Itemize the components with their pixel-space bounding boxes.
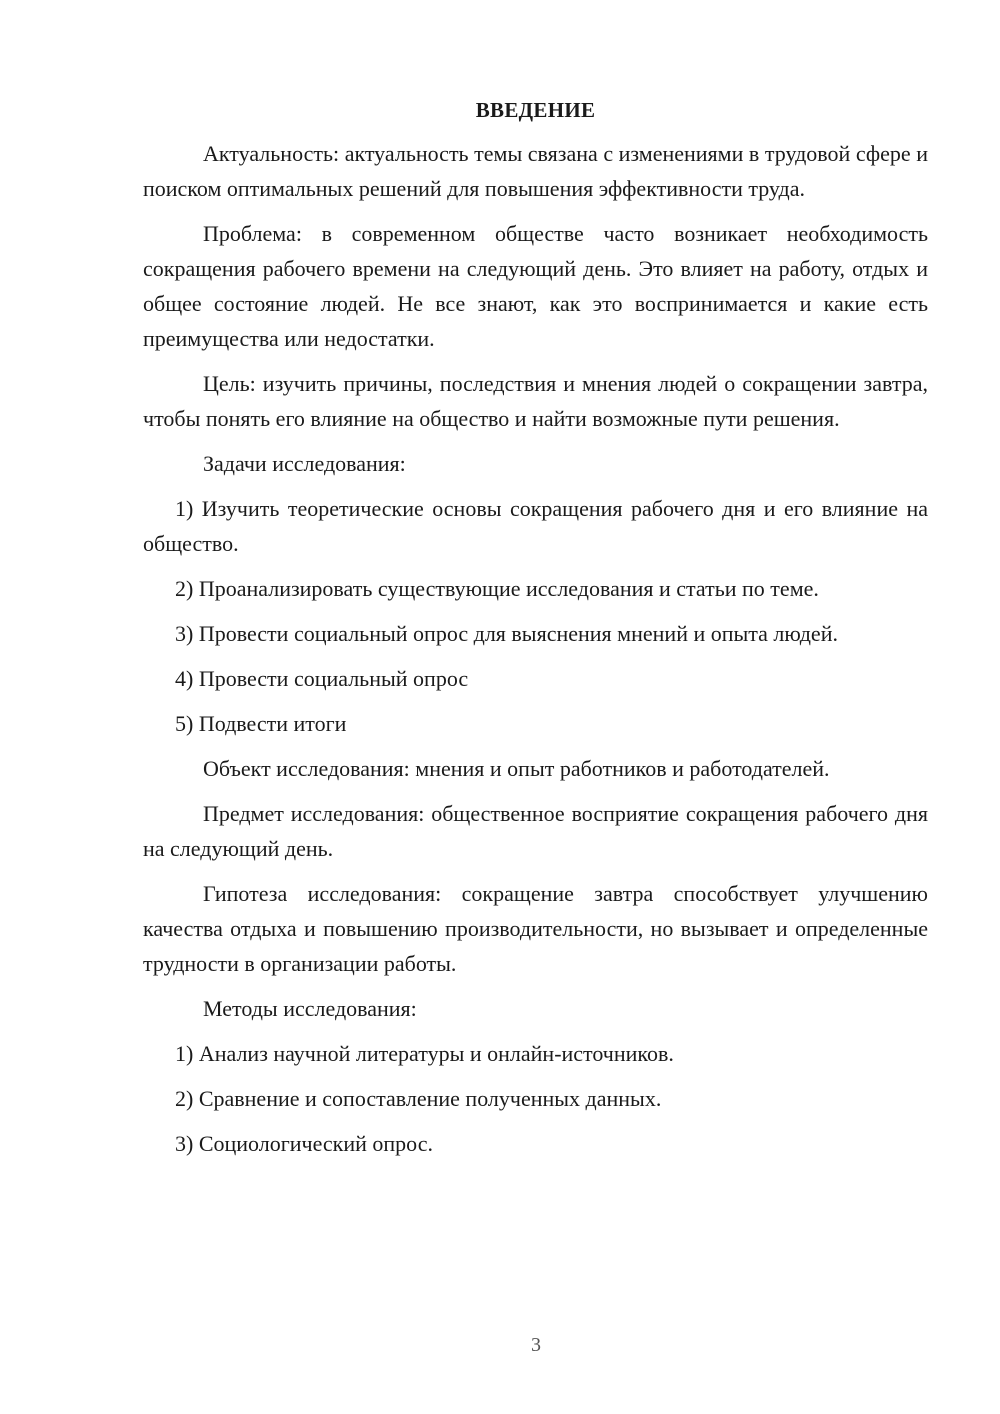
- problem-paragraph: Проблема: в современном обществе часто возникает необходимость сокращения рабочего времени на следующий день. Это влияет на работу, отдых и общее состояние людей. Не все знают, как это воспринимается и какие есть преимущества или недостатки.: [143, 221, 928, 351]
- subject-paragraph: Предмет исследования: общественное восприятие сокращения рабочего дня на следующий день.: [143, 801, 928, 861]
- relevance-paragraph: Актуальность: актуальность темы связана с изменениями в трудовой сфере и поиском оптимальных решений для повышения эффективности труда.: [143, 141, 928, 201]
- task-item-1: 1) Изучить теоретические основы сокращения рабочего дня и его влияние на общество.: [143, 496, 928, 556]
- task-item-4: 4) Провести социальный опрос: [175, 666, 469, 691]
- tasks-title: Задачи исследования:: [203, 451, 406, 476]
- task-item-3: 3) Провести социальный опрос для выяснения мнений и опыта людей.: [175, 621, 838, 646]
- method-item-1: 1) Анализ научной литературы и онлайн-источников.: [175, 1041, 674, 1066]
- object-paragraph: Объект исследования: мнения и опыт работников и работодателей.: [203, 756, 830, 781]
- task-item-5: 5) Подвести итоги: [175, 711, 347, 736]
- method-item-2: 2) Сравнение и сопоставление полученных данных.: [175, 1086, 662, 1111]
- methods-title: Методы исследования:: [203, 996, 417, 1021]
- hypothesis-paragraph: Гипотеза исследования: сокращение завтра способствует улучшению качества отдыха и повышению производительности, но вызывает и определенные трудности в организации работы.: [143, 881, 928, 976]
- goal-paragraph: Цель: изучить причины, последствия и мнения людей о сокращении завтра, чтобы понять его влияние на общество и найти возможные пути решения.: [143, 371, 928, 431]
- page-number: 3: [531, 1334, 541, 1356]
- document-page: [143, 90, 928, 1171]
- task-item-2: 2) Проанализировать существующие исследования и статьи по теме.: [175, 576, 819, 601]
- method-item-3: 3) Социологический опрос.: [175, 1131, 433, 1156]
- page-heading: ВВЕДЕНИЕ: [475, 98, 596, 122]
